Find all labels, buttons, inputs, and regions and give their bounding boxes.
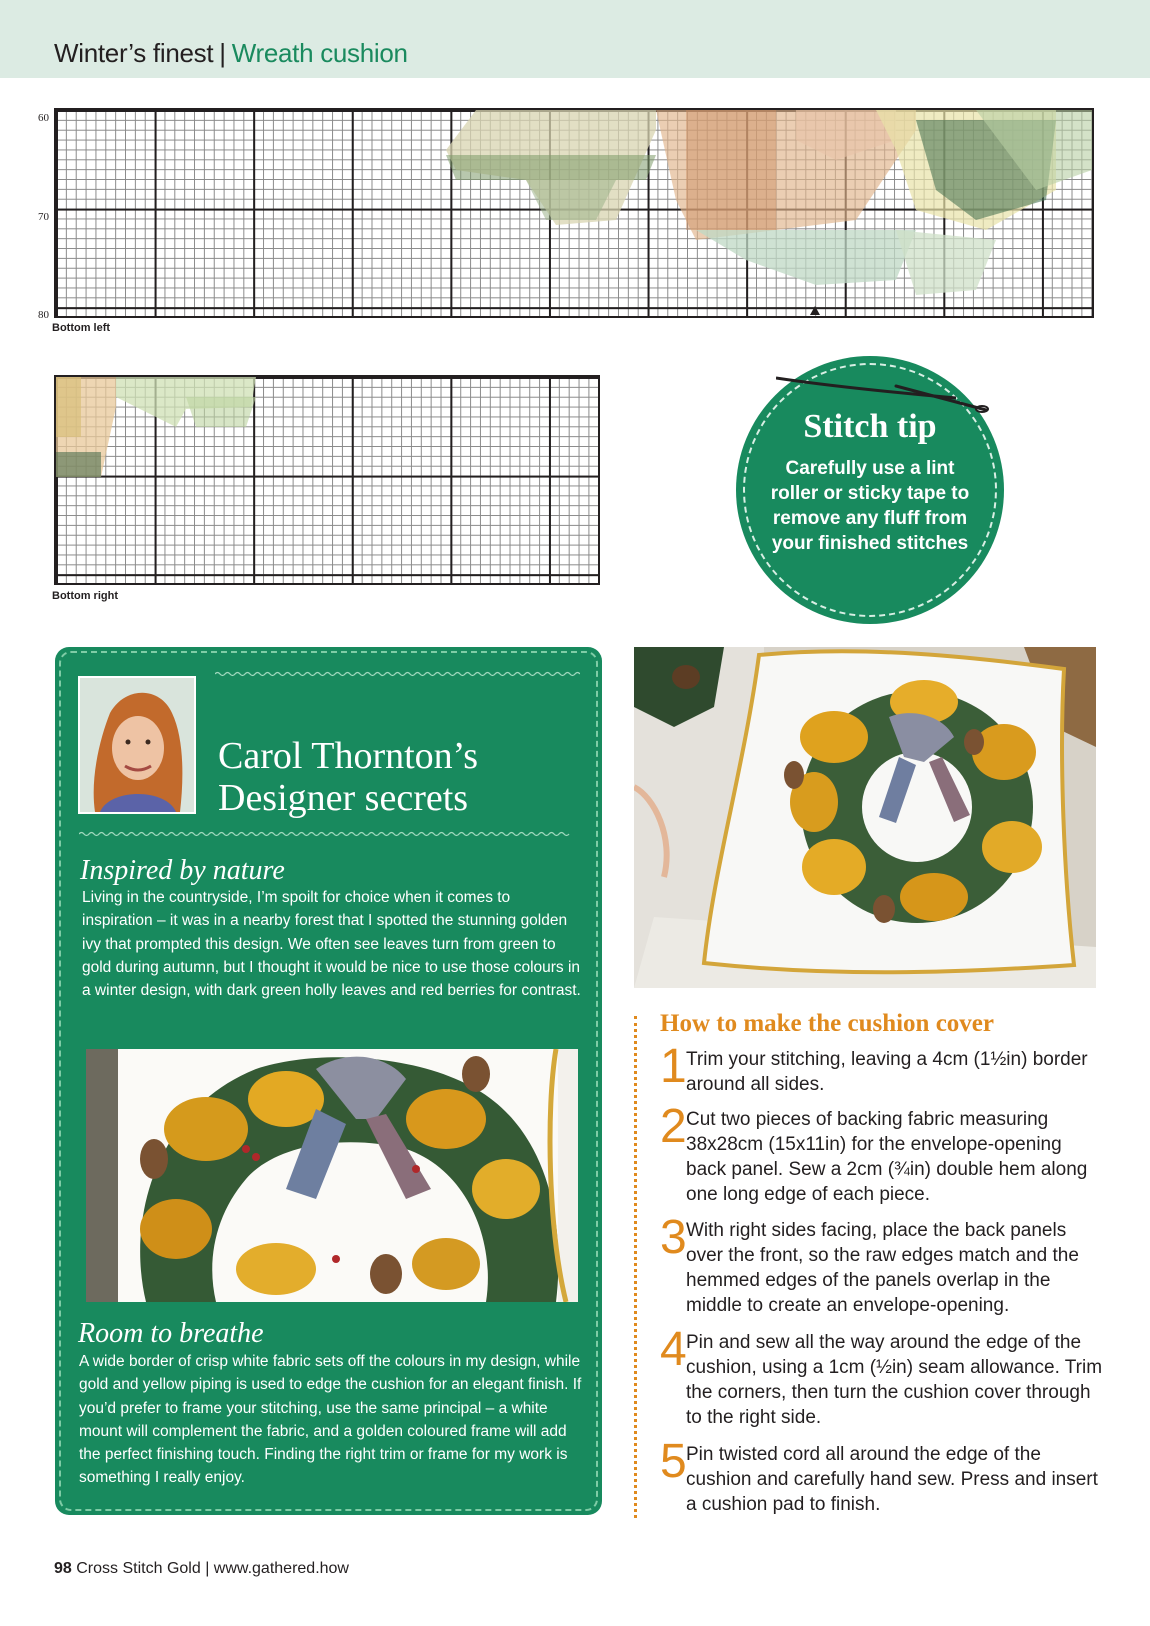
designer-heading-line2: Designer secrets: [218, 777, 469, 819]
step-number: 4: [660, 1323, 687, 1376]
page-number: 98: [54, 1560, 72, 1577]
row-label-80: 80: [38, 309, 49, 321]
section-title-inspired: Inspired by nature: [80, 855, 285, 886]
footer-url[interactable]: www.gathered.how: [213, 1560, 349, 1577]
row-label-60: 60: [38, 112, 49, 124]
step-text: Cut two pieces of backing fabric measuring 38x28cm (15x11in) for the envelope-opening back panel. Sew a 2cm (¾in) double hem along one long edge of each piece.: [686, 1109, 1088, 1205]
step-3: [660, 1211, 1100, 1322]
step-1: [660, 1040, 1100, 1101]
chart-bottom-left: [54, 108, 1094, 318]
cushion-photo: [634, 647, 1096, 988]
footer-separator: |: [205, 1560, 210, 1577]
step-5: [660, 1435, 1100, 1522]
chart-caption-bottom-left: Bottom left: [52, 322, 111, 334]
step-number: 3: [660, 1211, 687, 1264]
stitch-tip-body: Carefully use a lint roller or sticky tape to remove any fluff from your finished stitches: [770, 458, 970, 554]
running-header: [54, 38, 408, 69]
chart-bottom-right-pattern: [56, 377, 598, 583]
dotted-divider: [634, 1016, 637, 1518]
chart-bottom-right: [54, 375, 600, 585]
step-text: With right sides facing, place the back panels over the front, so the raw edges match and the hemmed edges of the panels overlap in the middle to create an envelope-opening.: [686, 1220, 1079, 1316]
section-body-inspired: Living in the countryside, I’m spoilt for choice when it comes to inspiration – it was in a nearby forest that I spotted the stunning golden ivy that prompted this design. We often see leaves turn from green to gold during autumn, but I thought it would be nice to use those colours in a winter design, with dark green holly leaves and red berries for contrast.: [82, 889, 581, 1000]
page-footer: [54, 1560, 349, 1578]
header-separator: |: [219, 38, 226, 68]
step-4: [660, 1323, 1103, 1434]
stitch-tip-badge: [736, 356, 1004, 624]
designer-portrait: [78, 676, 196, 814]
wreath-closeup-photo: [86, 1049, 578, 1302]
decorative-wavy-line-bottom: [79, 831, 579, 837]
center-arrow-marker: [810, 306, 820, 315]
step-number: 1: [660, 1040, 687, 1093]
how-to-title: How to make the cushion cover: [660, 1010, 994, 1037]
stitch-tip-title: Stitch tip: [803, 408, 937, 445]
designer-heading-line1: Carol Thornton’s: [218, 735, 479, 777]
section-body-room: A wide border of crisp white fabric sets off the colours in my design, while gold and yellow piping is used to edge the cushion for an elegant finish. If you’d prefer to frame your stitching, use the same principal – a white mount will complement the fabric, and a golden coloured frame will add the perfect finishing touch. Finding the right trim or frame for my work is something I really enjoy.: [79, 1353, 582, 1487]
row-label-70: 70: [38, 211, 49, 223]
designer-heading: [218, 735, 478, 819]
chart-bottom-left-pattern: [56, 110, 1092, 316]
step-number: 2: [660, 1100, 687, 1153]
header-subtitle: Wreath cushion: [231, 38, 408, 68]
step-text: Pin twisted cord all around the edge of the cushion and carefully hand sew. Press and insert a cushion pad to finish.: [686, 1444, 1098, 1515]
decorative-wavy-line-top: [215, 671, 580, 677]
header-section: Winter’s finest: [54, 38, 214, 68]
magazine-name: Cross Stitch Gold: [76, 1560, 201, 1577]
step-text: Trim your stitching, leaving a 4cm (1½in) border around all sides.: [686, 1049, 1088, 1095]
step-2: [660, 1100, 1100, 1211]
chart-caption-bottom-right: Bottom right: [52, 590, 118, 602]
step-number: 5: [660, 1435, 687, 1488]
step-text: Pin and sew all the way around the edge of the cushion, using a 1cm (½in) seam allowance. Trim the corners, then turn the cushion cover through to the right side.: [686, 1332, 1103, 1428]
section-title-room: Room to breathe: [78, 1318, 264, 1349]
